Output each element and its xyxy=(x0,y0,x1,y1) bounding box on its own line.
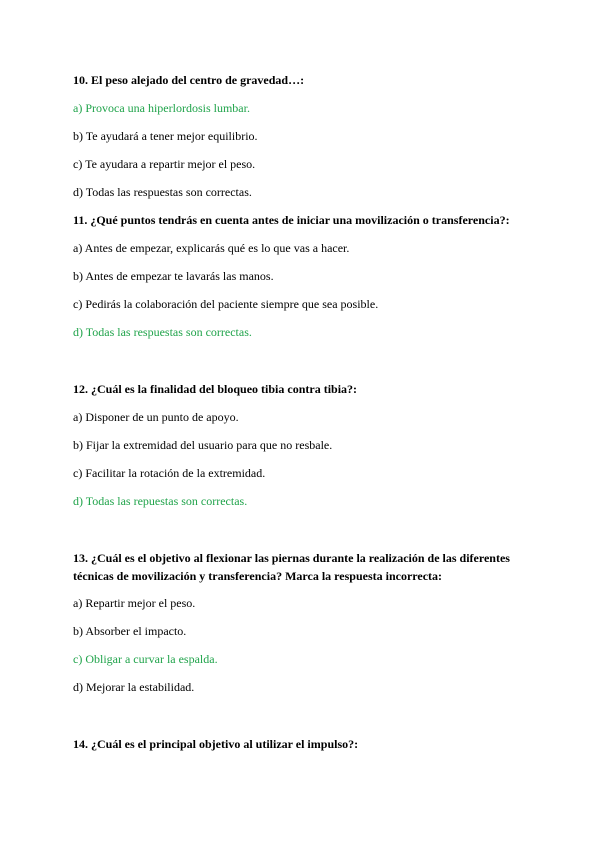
question-12-option-c: c) Facilitar la rotación de la extremidad. xyxy=(73,466,266,480)
question-10-option-d: d) Todas las respuestas son correctas. xyxy=(73,185,252,199)
question-12-option-d: d) Todas las repuestas son correctas. xyxy=(73,494,248,508)
question-10-option-c: c) Te ayudara a repartir mejor el peso. xyxy=(73,157,256,171)
question-13-option-b: b) Absorber el impacto. xyxy=(73,624,187,638)
question-12-option-b: b) Fijar la extremidad del usuario para que no resbale. xyxy=(73,438,333,452)
question-11-option-a: a) Antes de empezar, explicarás qué es lo que vas a hacer. xyxy=(73,241,350,255)
question-12-option-a: a) Disponer de un punto de apoyo. xyxy=(73,410,239,424)
question-12-title: 12. ¿Cuál es la finalidad del bloqueo tibia contra tibia?: xyxy=(73,382,358,396)
question-10-option-b: b) Te ayudará a tener mejor equilibrio. xyxy=(73,129,258,143)
question-13-option-c: c) Obligar a curvar la espalda. xyxy=(73,652,218,666)
question-13-option-a: a) Repartir mejor el peso. xyxy=(73,596,196,610)
question-14-title: 14. ¿Cuál es el principal objetivo al utilizar el impulso?: xyxy=(73,737,359,751)
question-11-option-d: d) Todas las respuestas son correctas. xyxy=(73,325,252,339)
question-10-option-a: a) Provoca una hiperlordosis lumbar. xyxy=(73,101,250,115)
question-11-title: 11. ¿Qué puntos tendrás en cuenta antes de iniciar una movilización o transferencia?: xyxy=(73,213,510,227)
question-10-title: 10. El peso alejado del centro de gravedad…: xyxy=(73,73,305,87)
question-11-option-b: b) Antes de empezar te lavarás las manos. xyxy=(73,269,274,283)
question-13-option-d: d) Mejorar la estabilidad. xyxy=(73,680,195,694)
question-11-option-c: c) Pedirás la colaboración del paciente siempre que sea posible. xyxy=(73,297,379,311)
question-13-title: 13. ¿Cuál es el objetivo al flexionar las piernas durante la realización de las diferentes técnicas de movilización y transferencia? Marca la respuesta incorrecta: xyxy=(73,551,510,583)
